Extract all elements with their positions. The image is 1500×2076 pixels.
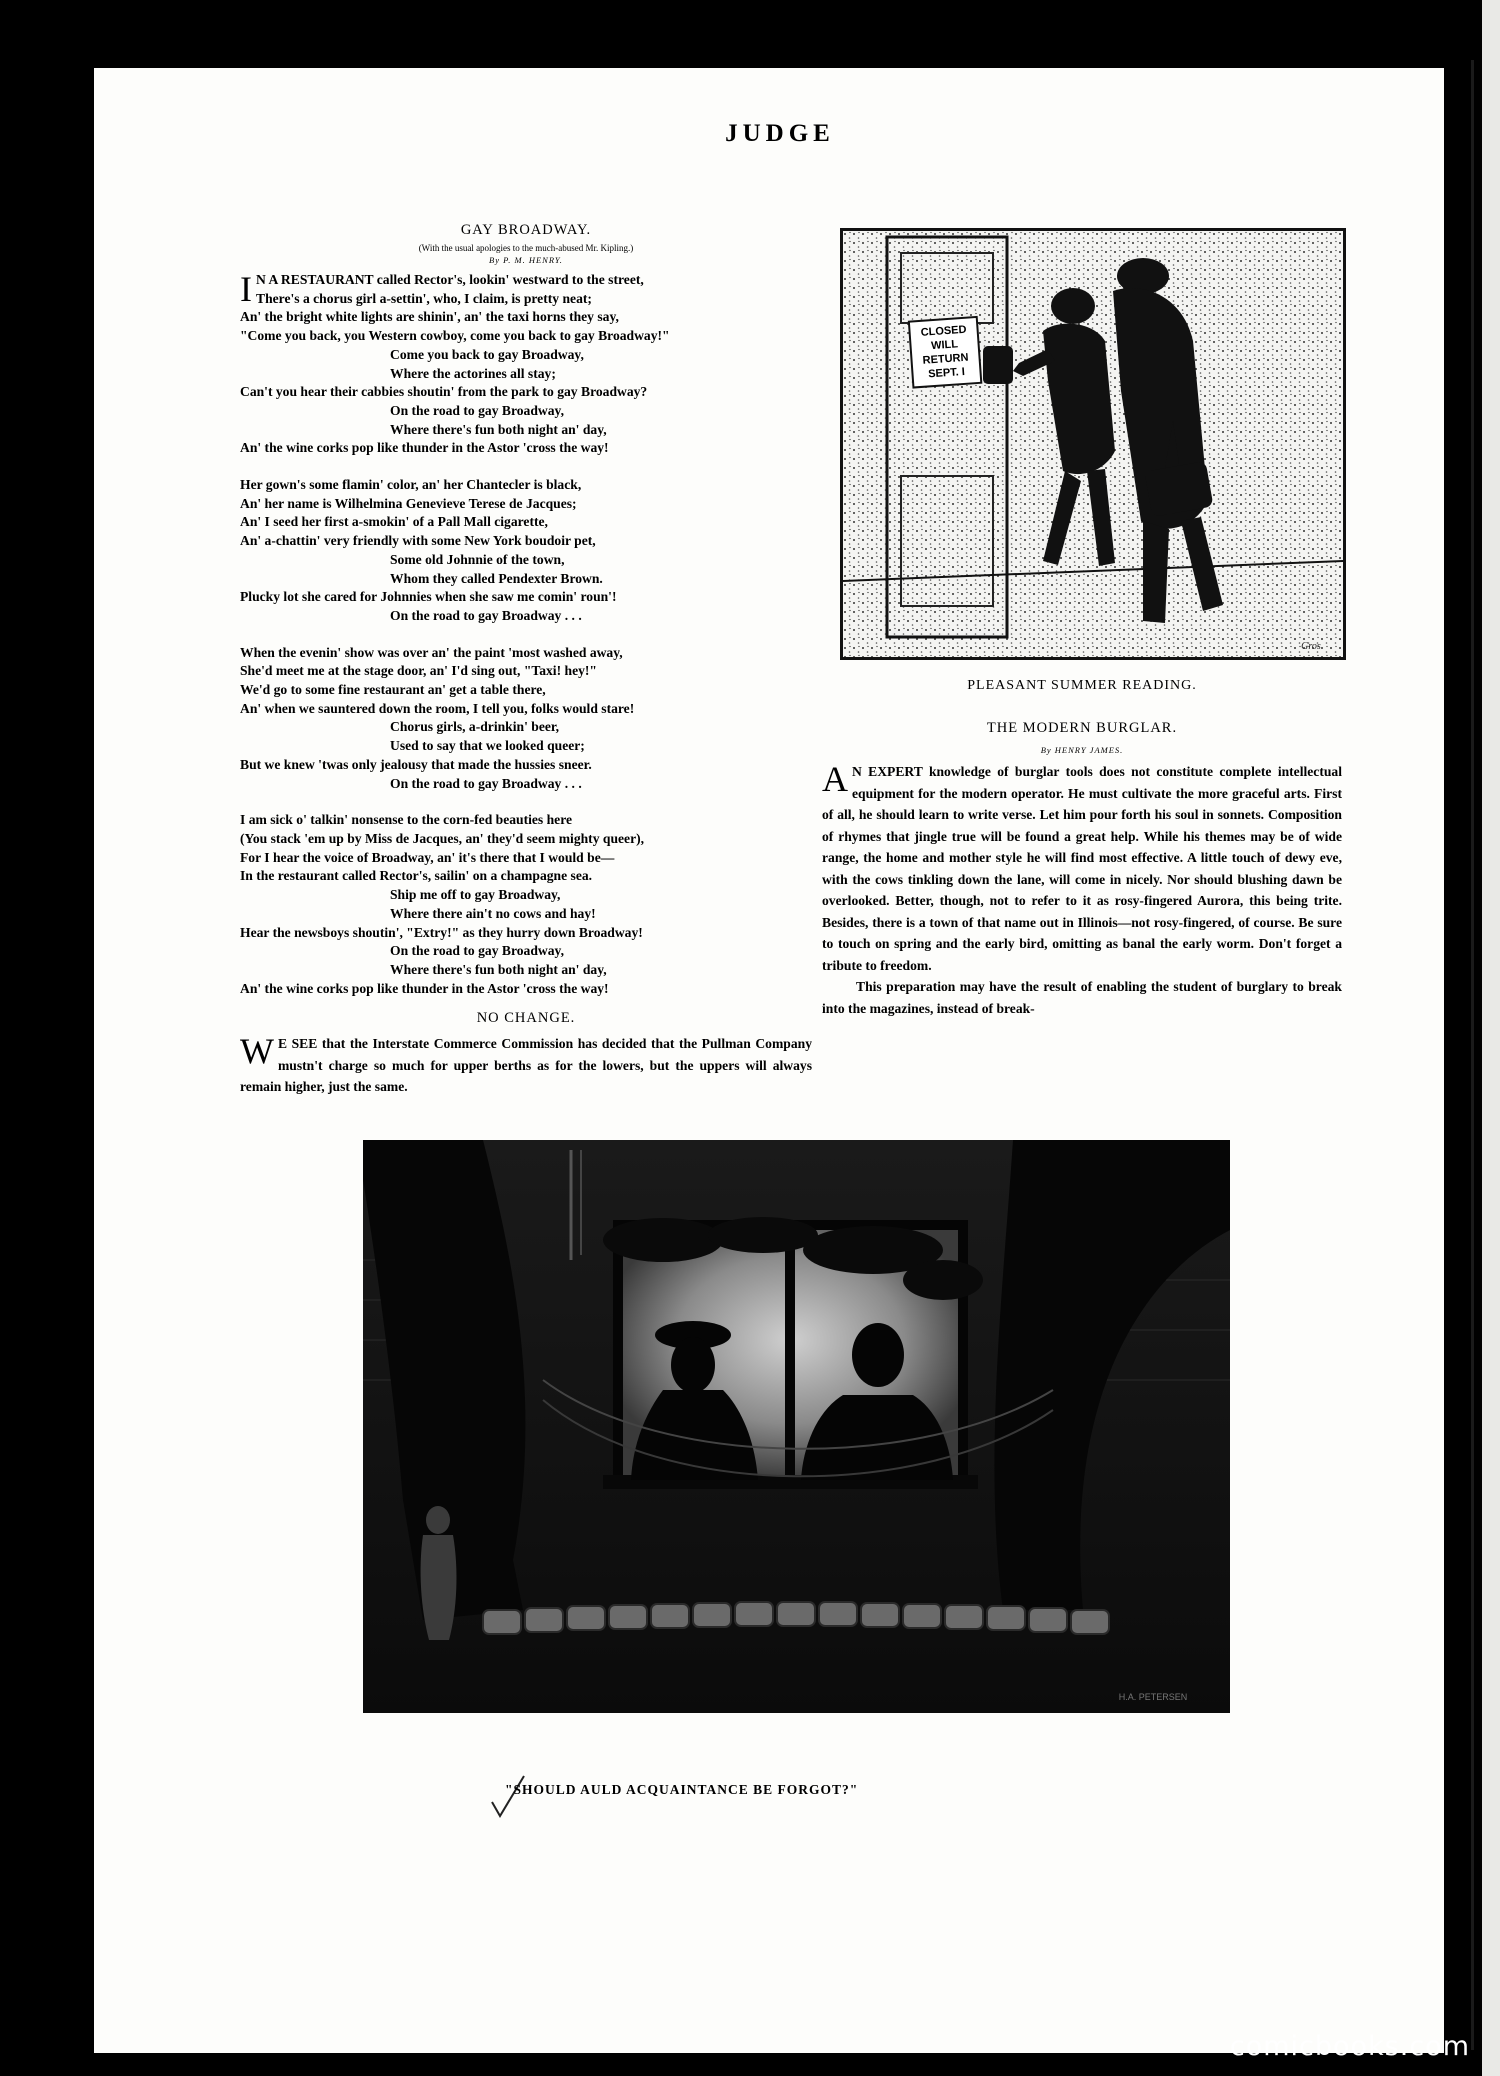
poem-line: N A RESTAURANT called Rector's, lookin' westward to the street, (256, 272, 644, 287)
poem-line: An' a-chattin' very friendly with some New York boudoir pet, (240, 533, 596, 549)
poem-line: (You stack 'em up by Miss de Jacques, an' they'd seem mighty queer), (240, 830, 645, 846)
poem-byline: By P. M. HENRY. (489, 255, 563, 265)
masthead: JUDGE (725, 120, 835, 147)
stanza-3 (240, 644, 812, 794)
sign-line: WILL (930, 338, 959, 353)
poem-line: Whom they called Pendexter Brown. (390, 570, 603, 586)
poem-line: Used to say that we looked queer; (390, 738, 585, 754)
poem-line: On the road to gay Broadway . . . (390, 607, 582, 623)
poem-line: Chorus girls, a-drinkin' beer, (390, 719, 560, 735)
poem-line: Where the actorines all stay; (390, 365, 556, 381)
cartoon-caption: PLEASANT SUMMER READING. (967, 678, 1197, 693)
poem-note: (With the usual apologies to the much-abused Mr. Kipling.) (418, 243, 634, 253)
burglar-cartoon-drawing (843, 231, 1343, 657)
next-page-edge (1482, 0, 1500, 2076)
poem-line: There's a chorus girl a-settin', who, I claim, is pretty neat; (256, 290, 592, 306)
poem-line: Hear the newsboys shoutin', "Extry!" as they hurry down Broadway! (240, 924, 643, 940)
poem-line: On the road to gay Broadway, (390, 402, 564, 418)
poem-line: An' I seed her first a-smokin' of a Pall Mall cigarette, (240, 514, 548, 530)
poem-line: An' the bright white lights are shinin', an' the taxi horns they say, (240, 309, 619, 325)
poem-line: Plucky lot she cared for Johnnies when she saw me comin' roun'! (240, 589, 617, 605)
page-edge-line (1471, 60, 1474, 2050)
poem-line: Her gown's some flamin' color, an' her Chantecler is black, (240, 477, 582, 493)
burglar-dropcap: A (822, 759, 848, 799)
poem-line: Ship me off to gay Broadway, (390, 887, 561, 903)
burglar-cartoon (840, 228, 1346, 660)
poem-line: I am sick o' talkin' nonsense to the corn-fed beauties here (240, 812, 573, 828)
poem-line: Where there ain't no cows and hay! (390, 905, 596, 921)
watermark: comicbooks.com (1229, 2031, 1470, 2062)
right-column (822, 222, 1342, 1019)
no-change-title: NO CHANGE. (476, 1010, 576, 1027)
poem-line: In the restaurant called Rector's, sailin' on a champagne sea. (240, 868, 593, 884)
burglar-article-para-2: This preparation may have the result of enabling the student of burglary to break into the magazines, instead of break- (822, 979, 1342, 1016)
left-column (240, 222, 812, 1098)
burglar-article-title: THE MODERN BURGLAR. (986, 720, 1178, 736)
stanza-4 (240, 811, 812, 998)
burglar-article-para-1: A N EXPERT knowledge of burglar tools does not constitute complete intellectual equipment for the modern operator. He must cultivate the more graceful arts. First of all, he should learn to write verse. Let him pour forth his soul in sonnets. Composition of rhymes that jingle true will be found a great help. While his themes may be of wide range, the home and mother style he will find most effective. A little touch of dewy eve, with the cows tinkling down the lane, will come in nicely. Nor should blushing dawn be overlooked. Better, though, not to refer to it as rosy-fingered Aurora, this being trite. Besides, there is a town of that name out in Illinois—not rosy-fingered, of course. Be sure to touch on spring and the early bird, omitting as banal the early worm. Don't forget a tribute to freedom. (822, 759, 1342, 973)
poem-line: For I hear the voice of Broadway, an' it's there that I would be— (240, 849, 615, 865)
silhouette-drawing (363, 1140, 1230, 1713)
poem-line: Some old Johnnie of the town, (390, 551, 565, 567)
poem-dropcap: I (240, 269, 252, 309)
illustration-caption: "SHOULD AULD ACQUAINTANCE BE FORGOT?" (505, 1782, 859, 1797)
poem-line: On the road to gay Broadway, (390, 943, 564, 959)
poem-line: But we knew 'twas only jealousy that made the hussies sneer. (240, 756, 592, 772)
poem-line: An' her name is Wilhelmina Genevieve Terese de Jacques; (240, 495, 577, 511)
poem-line: Can't you hear their cabbies shoutin' from the park to gay Broadway? (240, 384, 648, 400)
night-window-illustration (363, 1140, 1230, 1713)
burglar-article-byline: By HENRY JAMES. (1040, 745, 1124, 755)
poem-line: She'd meet me at the stage door, an' I'd sing out, "Taxi! hey!" (240, 663, 597, 679)
poem-line: An' when we sauntered down the room, I tell you, folks would stare! (240, 700, 635, 716)
poem-line: We'd go to some fine restaurant an' get a table there, (240, 682, 546, 698)
stanza-2 (240, 476, 812, 626)
poem-line: When the evenin' show was over an' the paint 'most washed away, (240, 644, 623, 660)
sign-line: CLOSED (920, 323, 967, 339)
poem-line: Come you back to gay Broadway, (390, 346, 584, 362)
poem-line: An' the wine corks pop like thunder in the Astor 'cross the way! (240, 980, 609, 996)
poem-line: Where there's fun both night an' day, (390, 961, 607, 977)
sign-line: RETURN (922, 351, 969, 367)
illustration-signature: H.A. PETERSEN (1118, 1692, 1188, 1702)
poem-line: Where there's fun both night an' day, (390, 421, 607, 437)
stanza-1 (240, 271, 812, 458)
sign-line: SEPT. I (927, 365, 966, 381)
poem-line: "Come you back, you Western cowboy, come you back to gay Broadway!" (240, 328, 670, 344)
cartoon-signature: Gros (1301, 641, 1321, 652)
no-change-text: W E SEE that the Interstate Commerce Commission has decided that the Pullman Company mustn't charge so much for upper berths as for the lowers, but the uppers will always remain higher, just the same. (240, 1031, 812, 1095)
poem-line: An' the wine corks pop like thunder in the Astor 'cross the way! (240, 440, 609, 456)
poem-title: GAY BROADWAY. (460, 222, 592, 238)
no-change-dropcap: W (240, 1031, 274, 1072)
poem-body (240, 271, 812, 998)
poem-line: On the road to gay Broadway . . . (390, 775, 582, 791)
